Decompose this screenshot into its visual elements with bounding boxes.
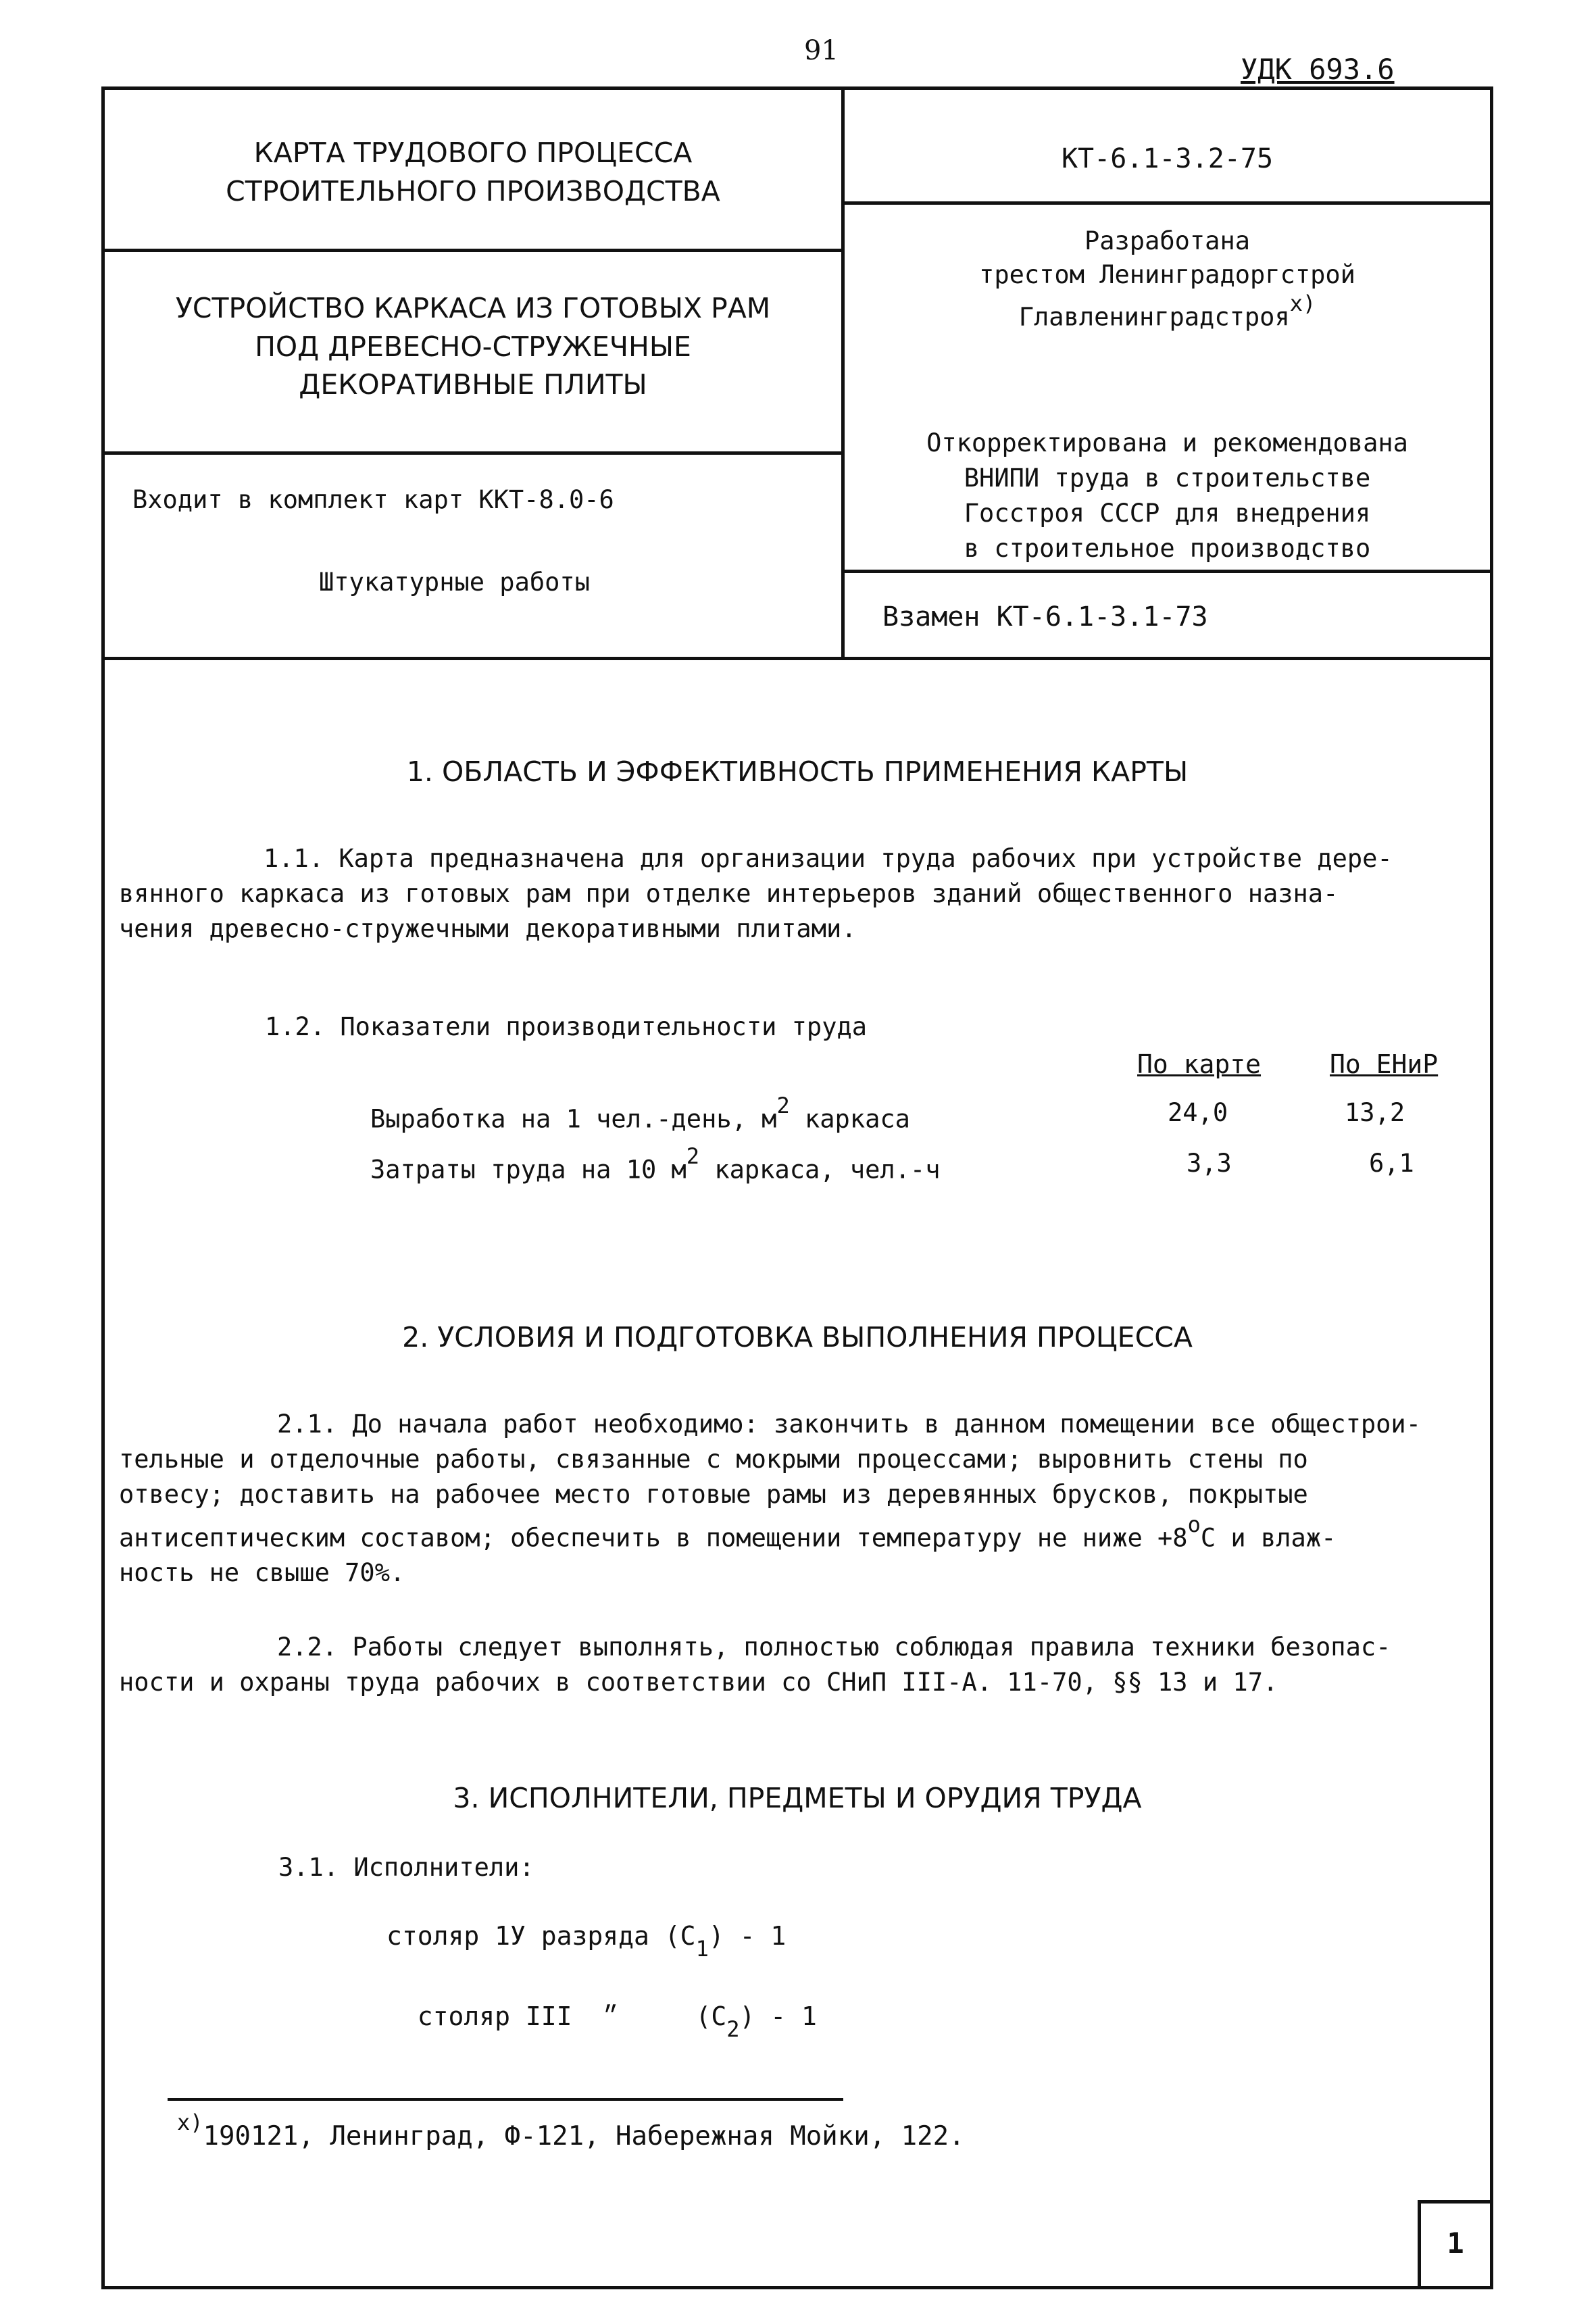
column-head-card: По карте <box>1137 1049 1262 1079</box>
footnote-marker-ref: x) <box>1289 291 1316 316</box>
developed-by: Разработана трестом Ленинградоргстрой Главленинградстроя$^{x)}$ <box>979 226 1355 332</box>
kit-line: Входит в комплект карт ККТ-8.0-6 <box>132 485 614 514</box>
footnote: $^{x)}$190121, Ленинград, Ф-121, Набережная Мойки, 122. <box>177 2110 965 2151</box>
footnote-rule <box>168 2098 843 2101</box>
section-2-heading: 2. УСЛОВИЯ И ПОДГОТОВКА ВЫПОЛНЕНИЯ ПРОЦЕССА <box>402 1321 1193 1353</box>
section-3-heading: 3. ИСПОЛНИТЕЛИ, ПРЕДМЕТЫ И ОРУДИЯ ТРУДА <box>453 1782 1142 1814</box>
work-title: УСТРОЙСТВО КАРКАСА ИЗ ГОТОВЫХ РАМ ПОД ДРЕВЕСНО-СТРУЖЕЧНЫЕ ДЕКОРАТИВНЫЕ ПЛИТЫ <box>175 292 771 401</box>
perf-row-labor-card: 3,3 <box>1187 1149 1232 1178</box>
header-line-right-2 <box>841 570 1493 573</box>
perf-row-output: Выработка на 1 чел.-день, $м^2$ каркаса <box>370 1093 910 1134</box>
perf-row-output-card: 24,0 <box>1168 1098 1228 1127</box>
replaces-card: Взамен КТ-6.1-3.1-73 <box>882 601 1208 632</box>
header-line-left-2 <box>101 451 845 455</box>
card-type-title: КАРТА ТРУДОВОГО ПРОЦЕССА СТРОИТЕЛЬНОГО ПРОИЗВОДСТВА <box>226 136 720 207</box>
card-code: КТ-6.1-3.2-75 <box>1061 143 1274 174</box>
perf-row-labor-enir: 6,1 <box>1369 1149 1414 1178</box>
header-bottom-line <box>101 657 1493 660</box>
perf-row-labor: Затраты труда на 10 $м^2$ каркаса, чел.-ч <box>370 1143 941 1185</box>
paragraph-2-1: 2.1. До начала работ необходимо: закончить в данном помещении все общестрои- тельные и отделочные работы, связанные с мокрыми процессами; выровнить стены по отвесу; доставить на рабочее место готовые рамы из деревянных брусков, покрытые антисептическим составом; обеспечить в помещении температуру не ниже $+8^оС$ и влаж- ность не свыше 70%. <box>119 1410 1421 1588</box>
page-number: 91 <box>804 35 839 66</box>
section-1-heading: 1. ОБЛАСТЬ И ЭФФЕКТИВНОСТЬ ПРИМЕНЕНИЯ КАРТЫ <box>406 755 1189 788</box>
kit-category: Штукатурные работы <box>319 568 590 597</box>
paragraph-2-2: 2.2. Работы следует выполнять, полностью соблюдая правила техники безопас- ности и охраны труда рабочих в соответствии со СНиП III-А. 11-70, §§ 13 и 17. <box>119 1633 1391 1697</box>
paragraph-1-1: 1.1. Карта предназначена для организации труда рабочих при устройстве дере- вянного каркаса из готовых рам при отделке интерьеров зданий общественного назна- чения древесно-стружечными декоративными плитами. <box>119 844 1393 943</box>
worker-row-2: столяр III ״ $(С_2) - 1$ <box>417 2001 817 2042</box>
header-line-right-1 <box>841 201 1493 205</box>
paragraph-3-1: 3.1. Исполнители: <box>278 1853 534 1882</box>
udk-code: УДК 693.6 <box>1241 53 1395 86</box>
page-frame <box>101 86 1493 2289</box>
column-head-enir: По ЕНиР <box>1330 1049 1439 1079</box>
paragraph-1-2-title: 1.2. Показатели производительности труда <box>265 1012 868 1041</box>
footnote-marker: x) <box>177 2110 203 2135</box>
header-line-left-1 <box>101 249 845 252</box>
worker-row-1: столяр 1У разряда $(С_1) - 1$ <box>386 1921 787 1962</box>
corrected-by: Откорректирована и рекомендована ВНИПИ труда в строительстве Госстроя СССР для внедрения в строительное производство <box>926 428 1408 563</box>
sheet-number: 1 <box>1418 2200 1493 2289</box>
perf-row-output-enir: 13,2 <box>1345 1098 1405 1127</box>
